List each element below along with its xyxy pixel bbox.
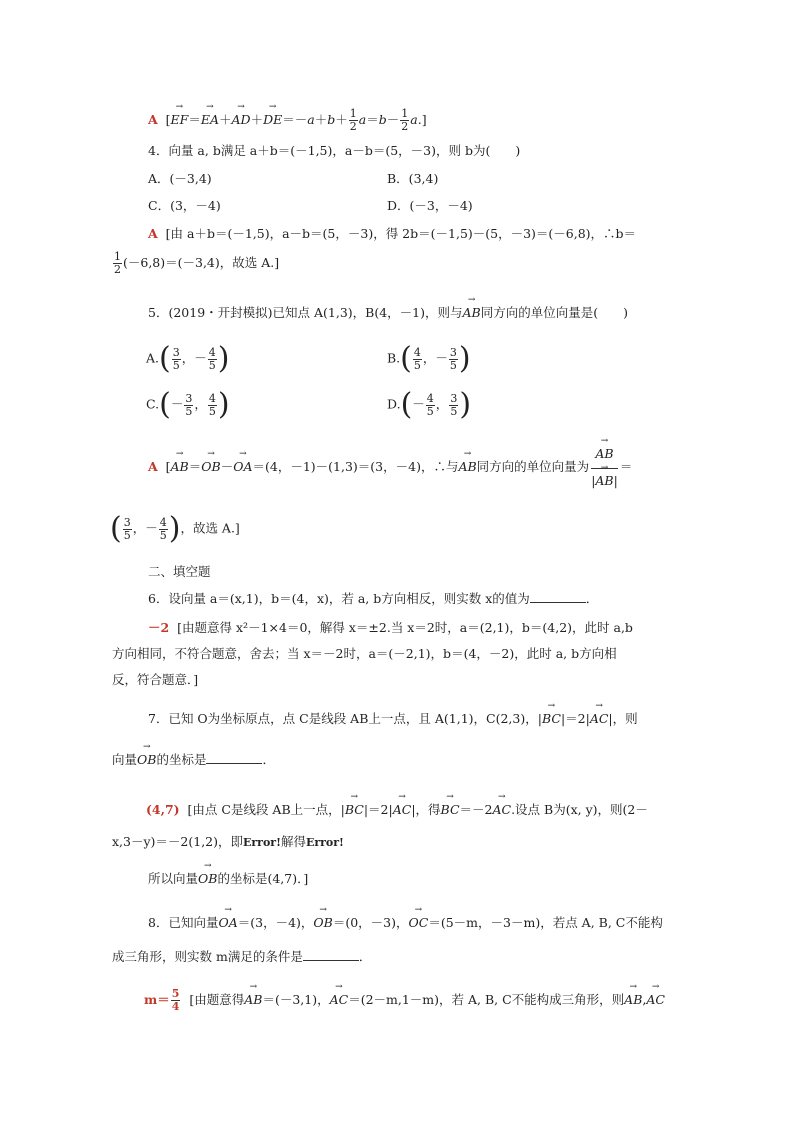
frac-den: 5 (413, 358, 421, 372)
q5-explanation-end: ，故选 A.] (180, 520, 240, 536)
vec-OC: → OC (409, 915, 429, 931)
vec-AB: → AB (458, 459, 476, 475)
q8-exp-text: [由题意得 (189, 992, 245, 1007)
q4-explanation-2 (112, 251, 279, 276)
q6-explanation-3: 反，符合题意．] (112, 672, 199, 687)
q7-explanation-1 (146, 802, 648, 818)
vec-OA: → OA (233, 459, 252, 475)
q4-explanation-text: [由 a＋b＝(－1,5)，a－b＝(5，－3)，得 2b＝(－1,5)－(5，－3)＝(－6,8)，∴b＝ (165, 226, 637, 241)
option-label: D. (387, 396, 401, 412)
q4-option-c: C．(3，－4) (148, 198, 221, 213)
vec-AB: → AB (624, 992, 642, 1008)
q7-explanation-3 (148, 871, 308, 887)
q7-exp-text: .设点 B为(x, y)，则(2－ (511, 802, 648, 817)
q7-stem-text: 的坐标是 (156, 752, 207, 767)
frac-num: 3 (449, 345, 457, 359)
q4-explanation (148, 226, 636, 242)
q8-exp-text: ＝(－3,1)， (262, 992, 330, 1007)
q8-stem-1 (148, 915, 663, 931)
sign: － (194, 350, 207, 366)
frac-den: 4 (171, 1000, 180, 1013)
q8-stem-2: 成三角形，则实数 m满足的条件是 ． (112, 949, 372, 964)
vec-BC: → BC (345, 802, 364, 818)
vec-AC: → AC (330, 992, 349, 1008)
frac-num: 3 (450, 391, 458, 405)
vec-AC: → AC (590, 711, 609, 727)
q6-explanation-2: 方向相同，不符合题意，舍去；当 x＝－2时，a＝(－2,1)，b＝(4，－2)，此时 a, b方向相 (112, 646, 617, 661)
q7-exp-text: 的坐标是(4,7)．] (217, 871, 309, 886)
q8-exp-text: , (642, 992, 647, 1007)
q7-stem-text: 向量 (112, 752, 138, 767)
q7-exp-text: |，得 (411, 802, 441, 817)
q7-stem-1 (148, 711, 638, 727)
frac-den: 5 (208, 404, 216, 418)
sign: － (170, 396, 184, 412)
option-label: A. (146, 350, 160, 366)
error-text: Error! (243, 836, 281, 849)
sign: － (412, 396, 425, 412)
vec-AC: → AC (492, 802, 511, 818)
frac-den: 5 (449, 358, 457, 372)
vec-AB: → AB (463, 305, 481, 321)
q5-explanation: A [→ AB＝→ OB－→ OA＝(4，－1)－(1,3)＝(3，－4)，∴与→ AB同方向的单位向量为 → $\frac{AB}{|\to AB|}$ ＝ (148, 446, 632, 489)
answer-label: A (148, 112, 158, 127)
frac-num: 3 (172, 345, 180, 359)
frac-num: 5 (171, 987, 180, 1000)
frac-half: $\frac{1}{2}$ (349, 107, 357, 133)
error-text: Error! (305, 836, 344, 849)
frac-den: 5 (426, 404, 434, 418)
vec-DE: → DE (263, 112, 282, 128)
frac-num: 3 (185, 391, 193, 405)
q8-stem-text: 成三角形，则实数 m满足的条件是 (112, 949, 303, 964)
answer-blank[interactable] (303, 950, 359, 961)
q8-stem-text: ＝(3，－4)， (237, 915, 314, 930)
answer-line-q3: A [→ EF＝→ EA＋→ AD＋→ DE＝－a＋b＋ $\frac{1}{2}$ a＝b－ $\frac{1}{2}$ a.] (148, 108, 427, 133)
q5-option-a: A.( $\frac{3}{5}$ ，－ $\frac{4}{5}$ ) (146, 341, 230, 376)
q7-exp-text: x,3－y)＝－2(1,2)，即 (112, 834, 243, 849)
vec-OB: → OB (198, 871, 217, 887)
frac-num: 4 (208, 391, 216, 405)
answer-m: m＝ (144, 992, 170, 1007)
q4-option-d: D．(－3，－4) (387, 198, 473, 213)
frac-den: 5 (450, 404, 458, 418)
frac-den: 5 (172, 358, 180, 372)
frac-num: 4 (413, 345, 421, 359)
frac-num: 4 (208, 345, 216, 359)
q7-exp-text: |＝2| (363, 802, 393, 817)
vec-OA: → OA (218, 915, 237, 931)
vec-OB: → OB (201, 459, 220, 475)
vec-OB: → OB (137, 752, 156, 768)
q6-stem: 6．设向量 a＝(x,1)，b＝(4，x)，若 a, b方向相反，则实数 x的值为 ． (148, 591, 599, 606)
q7-stem-text: 7．已知 O为坐标原点，点 C是线段 AB上一点，且 A(1,1)，C(2,3)，| (148, 711, 542, 726)
q5-explanation-text-2: 同方向的单位向量为 (476, 459, 590, 474)
q4-option-a: A．(－3,4) (148, 171, 212, 186)
vec-AC: → AC (646, 992, 665, 1008)
vec-EF: → EF (171, 112, 189, 128)
q5-stem (148, 305, 628, 321)
vec-BC: → BC (542, 711, 561, 727)
option-label: C. (146, 396, 160, 412)
q7-exp-text: [由点 C是线段 AB上一点，| (187, 802, 345, 817)
vec-AD: → AD (232, 112, 251, 128)
answer-label (144, 987, 181, 1013)
vec-EA: → EA (201, 112, 219, 128)
frac-den: 5 (208, 358, 216, 372)
q7-stem-text: |＝2| (560, 711, 590, 726)
answer-blank[interactable] (206, 753, 262, 764)
q4-stem: 4．向量 a, b满足 a＋b＝(－1,5)，a－b＝(5，－3)，则 b为( ) (148, 143, 521, 158)
q5-option-c: C.(－ $\frac{3}{5}$ ， $\frac{4}{5}$ ) (146, 387, 230, 422)
answer-label: (4,7) (146, 802, 180, 817)
sign: － (435, 350, 448, 366)
answer-label: A (148, 459, 158, 474)
q5-explanation-2: ( $\frac{3}{5}$ ，－ $\frac{4}{5}$ )，故选 A.] (110, 511, 240, 546)
q5-option-d: D.(－ $\frac{4}{5}$ ， $\frac{3}{5}$ ) (387, 387, 472, 422)
q5-stem-2: 同方向的单位向量是( ) (480, 305, 628, 320)
q8-stem-text: 8．已知向量 (148, 915, 219, 930)
answer-blank[interactable] (530, 592, 586, 603)
q8-stem-text: ＝(5－m，－3－m)，若点 A, B, C不能构 (428, 915, 663, 930)
q7-exp-text: ＝－2 (459, 802, 493, 817)
q5-explanation-text-1: ＝(4，－1)－(1,3)＝(3，－4)，∴与 (252, 459, 459, 474)
q7-exp-text: 所以向量 (148, 871, 199, 886)
option-label: B. (387, 350, 401, 366)
frac-half: $\frac{1}{2}$ (401, 107, 409, 133)
unit-vector-fraction: → $\frac{AB}{|\to AB|}$ (591, 446, 618, 489)
q7-exp-text: 解得 (280, 834, 306, 849)
q8-stem-text: ＝(0，－3)， (332, 915, 409, 930)
vec-OB: → OB (313, 915, 332, 931)
q7-stem-text: |，则 (608, 711, 638, 726)
q5-option-b: B.( $\frac{4}{5}$ ，－ $\frac{3}{5}$ ) (387, 341, 471, 376)
q7-stem-2: 向量→ OB的坐标是 ． (112, 752, 275, 768)
q8-exp-text: ＝(2－m,1－m)，若 A, B, C不能构成三角形，则 (348, 992, 625, 1007)
q7-explanation-2 (112, 834, 344, 851)
vec-AC: → AC (393, 802, 412, 818)
q6-explanation-1 (148, 620, 633, 636)
q6-stem-text: 6．设向量 a＝(x,1)，b＝(4，x)，若 a, b方向相反，则实数 x的值为 (148, 591, 530, 606)
vec-BC: → BC (441, 802, 460, 818)
frac-num: 4 (426, 391, 434, 405)
answer-label: －2 (148, 620, 170, 635)
section-heading: 二、填空题 (148, 564, 211, 579)
q8-explanation (144, 988, 665, 1013)
vec-AB: → AB (244, 992, 262, 1008)
q5-stem-1: 5．(2019・开封模拟)已知点 A(1,3)，B(4，－1)，则与 (148, 305, 463, 320)
q4-explanation-text-2: (－6,8)＝(－3,4)，故选 A.] (123, 255, 280, 270)
q4-option-b: B．(3,4) (387, 171, 439, 186)
vec-AB: → AB (171, 459, 189, 475)
frac-den: 5 (185, 404, 193, 418)
answer-label: A (148, 226, 158, 241)
frac-half: $\frac{1}{2}$ (114, 250, 121, 276)
q6-exp-1: [由题意得 x²－1×4＝0，解得 x＝±2.当 x＝2时，a＝(2,1)，b＝(4,2)，此时 a,b (177, 620, 633, 635)
